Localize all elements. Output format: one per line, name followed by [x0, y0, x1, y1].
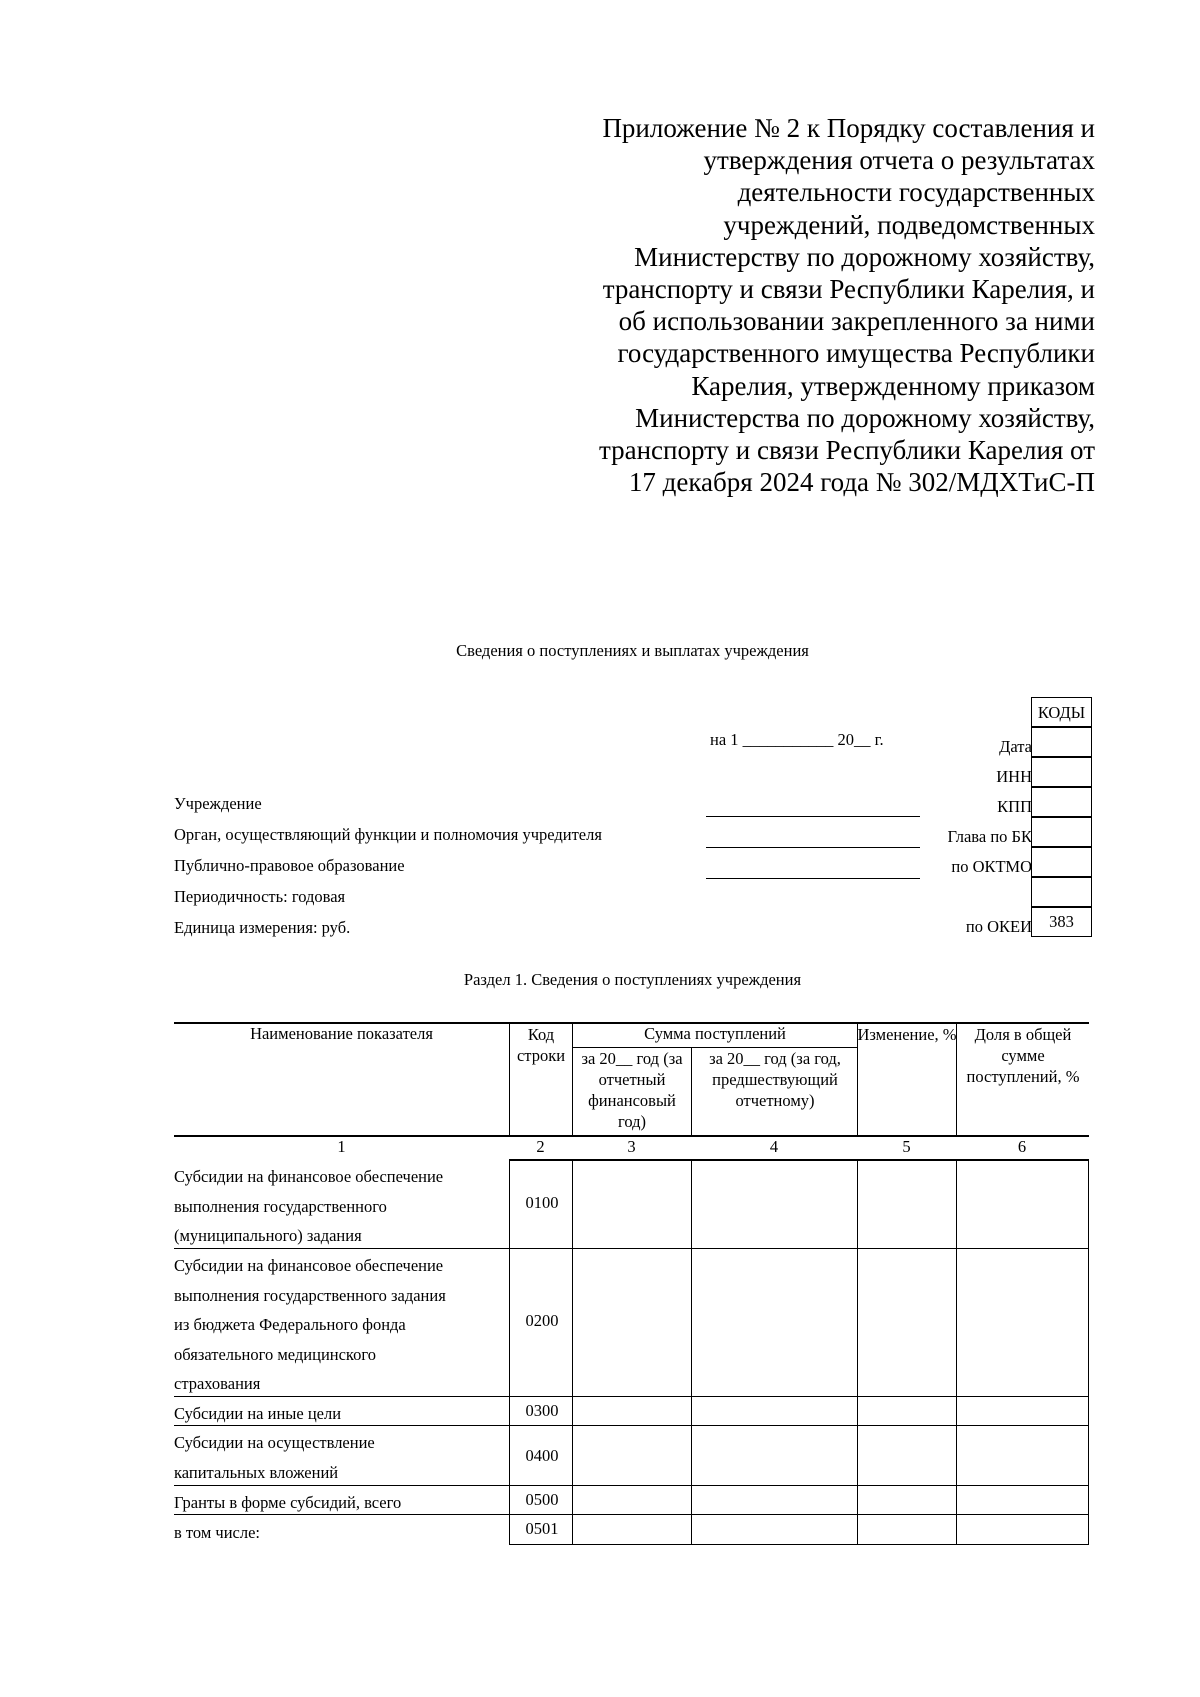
col-divider	[1088, 1159, 1089, 1545]
field-founder-label: Орган, осуществляющий функции и полномочия учредителя	[174, 825, 602, 844]
annex-line: Министерства по дорожному хозяйству,	[635, 402, 1095, 433]
field-periodicity-label: Периодичность: годовая	[174, 887, 346, 906]
annex-line: учреждений, подведомственных	[723, 209, 1095, 240]
row-code: 0501	[525, 1519, 559, 1538]
row-label-line: Гранты в форме субсидий, всего	[174, 1493, 402, 1512]
row-label-line: страхования	[174, 1374, 261, 1393]
column-number: 5	[902, 1137, 911, 1156]
row-code: 0400	[525, 1446, 559, 1465]
annex-line: транспорту и связи Республики Карелия от	[598, 435, 1095, 466]
field-institution-line[interactable]	[706, 816, 920, 817]
code-label-okei: по ОКЕИ	[965, 917, 1032, 936]
field-founder-line[interactable]	[706, 847, 920, 848]
col-divider	[509, 1159, 510, 1545]
table-bottom-rule	[509, 1544, 1089, 1545]
col-divider	[509, 1022, 510, 1136]
col-divider	[956, 1159, 957, 1545]
header-current-year: за 20__ год (за отчетный финансовый год)	[581, 1049, 683, 1131]
form-title: Сведения о поступлениях и выплатах учреждения	[456, 641, 809, 660]
annex-line: государственного имущества Республики	[617, 338, 1095, 369]
code-label-bk: Глава по БК	[947, 827, 1032, 846]
row-label-line: Субсидии на финансовое обеспечение	[174, 1167, 444, 1186]
header-name: Наименование показателя	[250, 1024, 433, 1043]
row-label-line: (муниципального) задания	[174, 1226, 362, 1245]
annex-line: Карелия, утвержденному приказом	[691, 370, 1095, 401]
row-label-line: выполнения государственного	[174, 1196, 387, 1216]
header-previous-year: за 20__ год (за год, предшествующий отчетному)	[709, 1049, 841, 1110]
annex-note	[500, 112, 1095, 498]
row-label-line: в том числе:	[174, 1523, 261, 1542]
header-change: Изменение, %	[857, 1025, 957, 1044]
annex-line: Приложение № 2 к Порядку составления и	[602, 113, 1095, 143]
field-public-entity-line[interactable]	[706, 878, 920, 879]
section-title: Раздел 1. Сведения о поступлениях учреждения	[463, 970, 802, 989]
column-number: 3	[627, 1137, 636, 1156]
row-label-line: капитальных вложений	[174, 1462, 339, 1482]
table-row-label	[174, 1162, 443, 1251]
annex-line: Министерству по дорожному хозяйству,	[634, 241, 1095, 272]
row-label-line: обязательного медицинского	[174, 1344, 376, 1364]
column-number: 6	[1017, 1137, 1027, 1156]
header-sum: Сумма поступлений	[644, 1024, 786, 1043]
field-unit-label: Единица измерения: руб.	[174, 918, 351, 937]
annex-line: 17 декабря 2024 года № 302/МДХТиС-П	[628, 467, 1095, 498]
code-cell-inn[interactable]	[1031, 757, 1092, 787]
col-divider	[857, 1159, 858, 1545]
row-code: 0100	[525, 1193, 559, 1212]
table-row-label	[174, 1428, 375, 1487]
col-divider	[691, 1159, 692, 1545]
column-number: 2	[536, 1137, 545, 1156]
column-number: 1	[337, 1137, 346, 1156]
code-cell-periodicity[interactable]	[1031, 877, 1092, 907]
annex-line: транспорту и связи Республики Карелия, и	[602, 274, 1095, 305]
table-row-label	[174, 1399, 341, 1429]
row-label-line: из бюджета Федерального фонда	[174, 1315, 406, 1334]
field-institution-label: Учреждение	[174, 794, 262, 813]
header-share: Доля в общей сумме поступлений, %	[966, 1025, 1080, 1086]
row-code: 0300	[525, 1401, 559, 1420]
table-body-top-rule	[509, 1159, 1089, 1161]
code-cell-kpp[interactable]	[1031, 787, 1092, 817]
annex-line: об использовании закрепленного за ними	[618, 306, 1095, 337]
report-date-line[interactable]: на 1 ___________ 20__ г.	[710, 730, 884, 749]
annex-line: утверждения отчета о результатах	[703, 145, 1095, 176]
col-divider	[572, 1159, 573, 1545]
header-code: Код строки	[516, 1025, 566, 1065]
table-row-label	[174, 1518, 260, 1548]
col-divider	[691, 1047, 692, 1136]
code-label-kpp: КПП	[997, 797, 1032, 816]
table-row-label	[174, 1251, 446, 1399]
column-number: 4	[769, 1137, 779, 1156]
code-cell-okei[interactable]: 383	[1031, 907, 1092, 937]
code-label-inn: ИНН	[996, 767, 1032, 786]
row-code: 0500	[525, 1490, 559, 1509]
row-label-line: выполнения государственного задания	[174, 1285, 446, 1305]
row-label-line: Субсидии на иные цели	[174, 1404, 342, 1423]
row-code: 0200	[525, 1311, 559, 1330]
code-cell-bk[interactable]	[1031, 817, 1092, 847]
codes-header: КОДЫ	[1031, 697, 1092, 727]
code-label-date: Дата	[999, 737, 1032, 756]
field-public-entity-label: Публично-правовое образование	[174, 856, 405, 875]
row-label-line: Субсидии на финансовое обеспечение	[174, 1256, 444, 1275]
code-cell-date[interactable]	[1031, 727, 1092, 757]
code-label-oktmo: по ОКТМО	[951, 857, 1032, 876]
row-label-line: Субсидии на осуществление	[174, 1433, 375, 1452]
table-row-label	[174, 1488, 401, 1518]
annex-line: деятельности государственных	[737, 177, 1095, 208]
code-cell-oktmo[interactable]	[1031, 847, 1092, 877]
